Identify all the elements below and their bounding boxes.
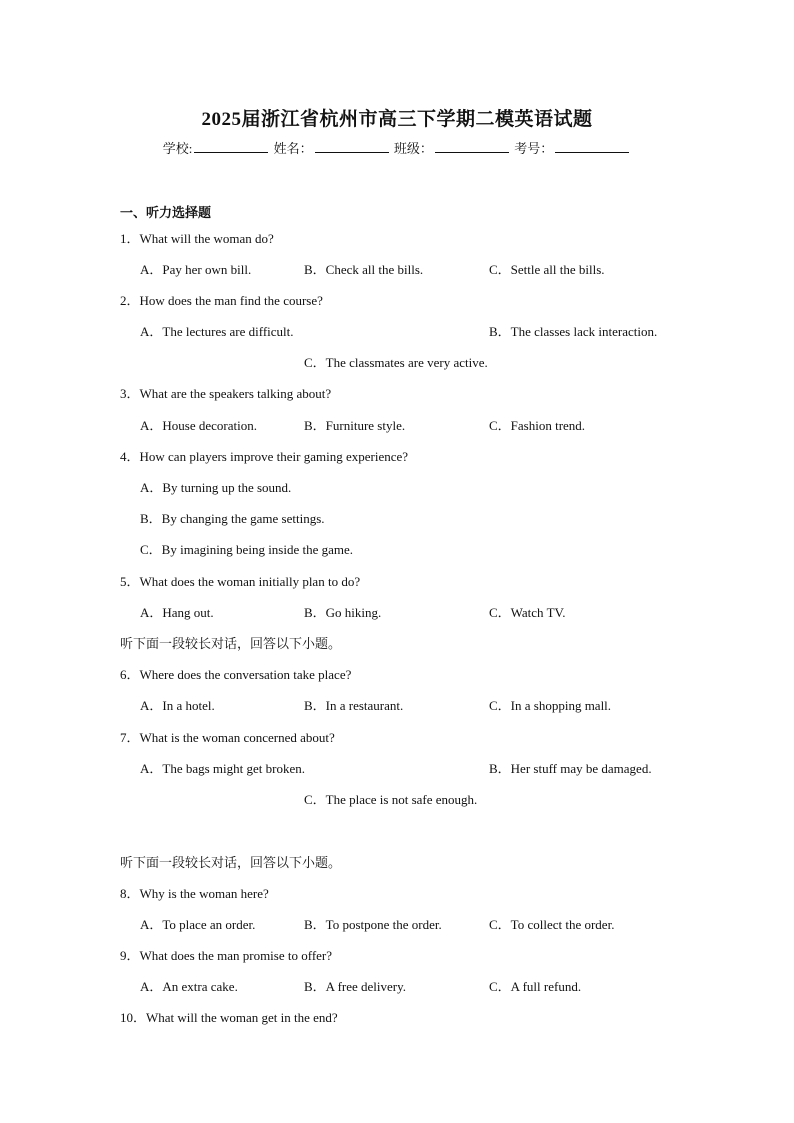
question-6: 6．Where does the conversation take place?: [120, 667, 352, 682]
exam-number-label: 考号：: [514, 141, 554, 156]
class-blank[interactable]: [435, 140, 509, 153]
q1-option-c[interactable]: C．Settle all the bills.: [489, 262, 605, 277]
question-9: 9．What does the man promise to offer?: [120, 948, 333, 963]
q9-option-a[interactable]: A．An extra cake.: [140, 979, 238, 994]
question-10: 10．What will the woman get in the end?: [120, 1010, 338, 1025]
name-blank[interactable]: [315, 140, 389, 153]
question-5: 5．What does the woman initially plan to do?: [120, 574, 361, 589]
listening-note-2: 听下面一段较长对话，回答以下小题。: [120, 855, 342, 870]
q6-option-a[interactable]: A．In a hotel.: [140, 698, 215, 713]
q5-option-b[interactable]: B．Go hiking.: [304, 605, 382, 620]
q1-option-b[interactable]: B．Check all the bills.: [304, 262, 424, 277]
name-label: 姓名：: [273, 141, 313, 156]
q8-option-b[interactable]: B．To postpone the order.: [304, 917, 442, 932]
q7-option-c[interactable]: C．The place is not safe enough.: [304, 792, 478, 807]
page-title: 2025届浙江省杭州市高三下学期二模英语试题: [201, 109, 593, 130]
student-info-line: [0, 138, 794, 157]
exam-number-blank[interactable]: [555, 140, 629, 153]
question-2: 2．How does the man find the course?: [120, 293, 323, 308]
section-heading: 一、听力选择题: [120, 205, 212, 220]
q5-option-c[interactable]: C．Watch TV.: [489, 605, 566, 620]
question-8: 8．Why is the woman here?: [120, 886, 269, 901]
q3-option-a[interactable]: A．House decoration.: [140, 418, 257, 433]
listening-note-1: 听下面一段较长对话，回答以下小题。: [120, 636, 342, 651]
q6-option-c[interactable]: C．In a shopping mall.: [489, 698, 612, 713]
q4-option-a[interactable]: A．By turning up the sound.: [140, 480, 292, 495]
q2-option-c[interactable]: C．The classmates are very active.: [304, 355, 488, 370]
q3-option-b[interactable]: B．Furniture style.: [304, 418, 406, 433]
q8-option-c[interactable]: C．To collect the order.: [489, 917, 615, 932]
q3-option-c[interactable]: C．Fashion trend.: [489, 418, 586, 433]
question-4: 4．How can players improve their gaming experience?: [120, 449, 409, 464]
q5-option-a[interactable]: A．Hang out.: [140, 605, 214, 620]
q4-option-b[interactable]: B．By changing the game settings.: [140, 511, 325, 526]
school-label: 学校:: [162, 141, 193, 156]
q7-option-a[interactable]: A．The bags might get broken.: [140, 761, 305, 776]
question-3: 3．What are the speakers talking about?: [120, 386, 332, 401]
q4-option-c[interactable]: C．By imagining being inside the game.: [140, 542, 354, 557]
q7-option-b[interactable]: B．Her stuff may be damaged.: [489, 761, 652, 776]
q2-option-b[interactable]: B．The classes lack interaction.: [489, 324, 658, 339]
q8-option-a[interactable]: A．To place an order.: [140, 917, 256, 932]
q2-option-a[interactable]: A．The lectures are difficult.: [140, 324, 294, 339]
school-blank[interactable]: [194, 140, 268, 153]
class-label: 班级：: [393, 141, 433, 156]
q9-option-c[interactable]: C．A full refund.: [489, 979, 582, 994]
question-1: 1．What will the woman do?: [120, 231, 274, 246]
question-7: 7．What is the woman concerned about?: [120, 730, 335, 745]
q9-option-b[interactable]: B．A free delivery.: [304, 979, 407, 994]
q1-option-a[interactable]: A．Pay her own bill.: [140, 262, 252, 277]
q6-option-b[interactable]: B．In a restaurant.: [304, 698, 404, 713]
